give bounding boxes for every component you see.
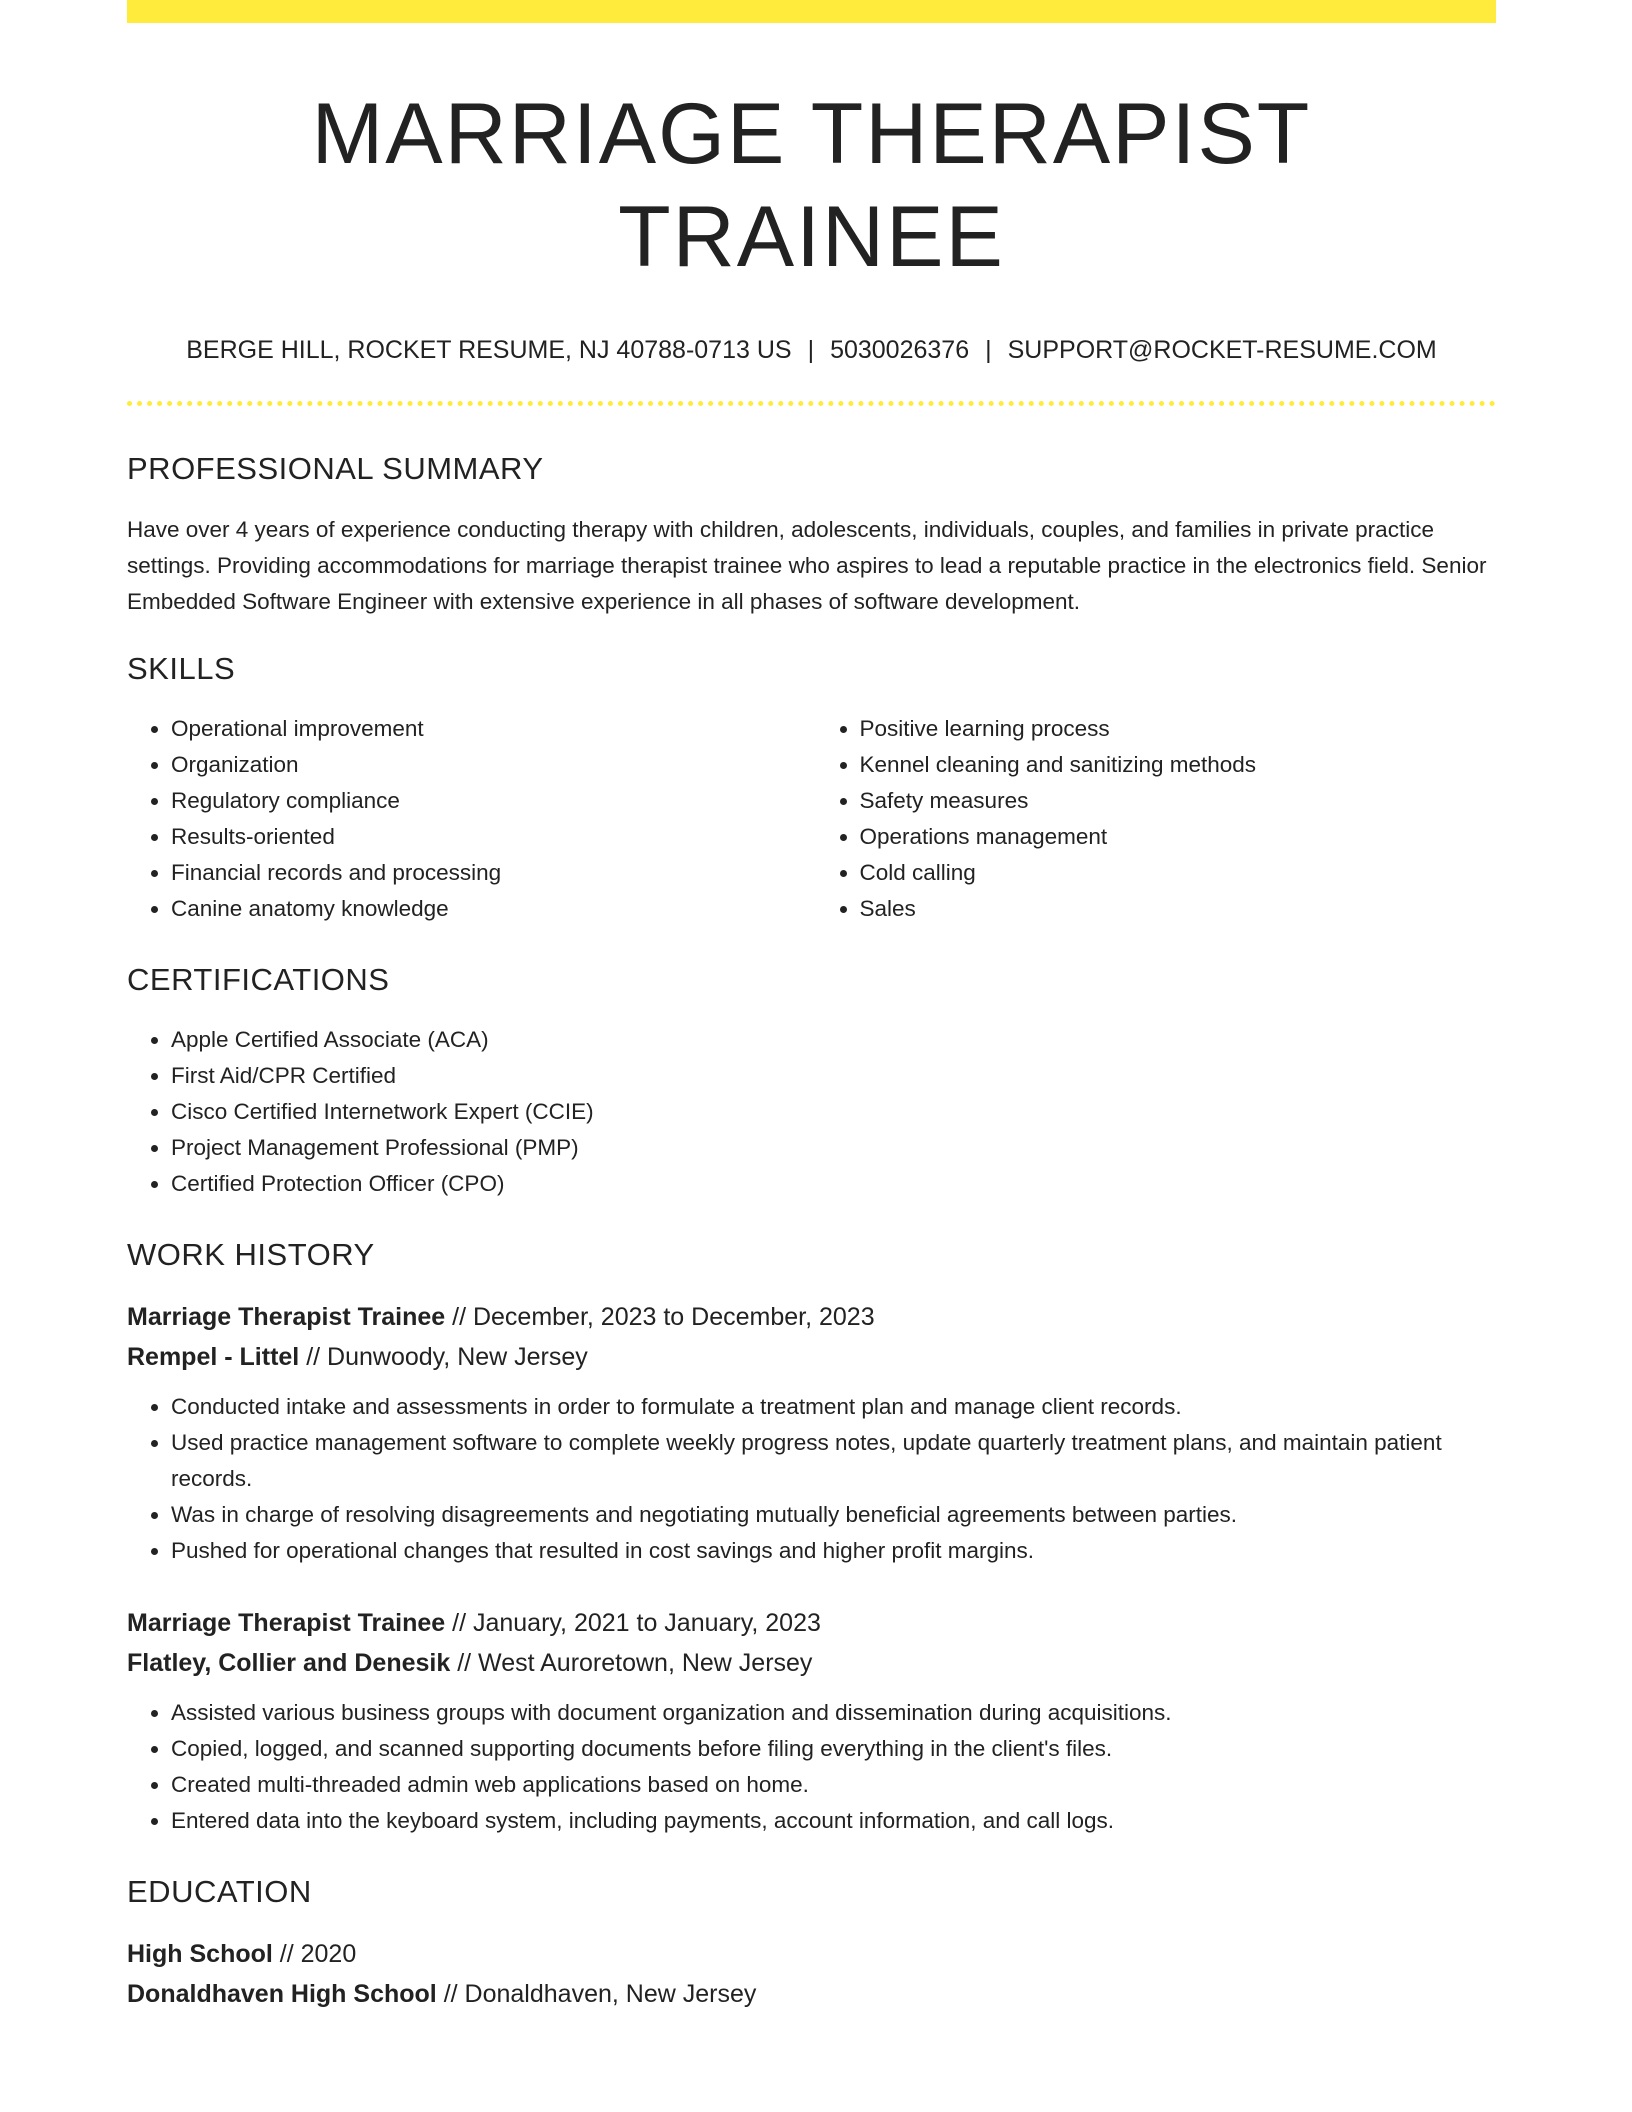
skill-item: • Organization	[171, 747, 812, 783]
job-duty-item: • Conducted intake and assessments in order to formulate a treatment plan and manage client records.	[171, 1389, 1496, 1425]
skills-list-left	[127, 711, 812, 927]
resume-page	[127, 0, 1496, 2014]
skill-item: • Regulatory compliance	[171, 783, 812, 819]
skills-columns	[127, 711, 1496, 927]
education-section	[127, 1873, 1496, 2014]
contact-separator: |	[985, 336, 992, 365]
contact-address: BERGE HILL, ROCKET RESUME, NJ 40788-0713 US	[186, 336, 792, 365]
job-location: // Dunwoody, New Jersey	[299, 1343, 588, 1372]
job-duties-list	[127, 1695, 1496, 1839]
job-company-line	[127, 1643, 1496, 1683]
job-company: Flatley, Collier and Denesik	[127, 1649, 451, 1678]
job-role-line	[127, 1297, 1496, 1337]
skill-item: • Canine anatomy knowledge	[171, 891, 812, 927]
work-history-section	[127, 1236, 1496, 1839]
education-year: // 2020	[272, 1940, 357, 1969]
accent-top-bar	[127, 0, 1496, 23]
certification-item: • Certified Protection Officer (CPO)	[171, 1166, 1496, 1202]
certification-item: • Cisco Certified Internetwork Expert (CCIE)	[171, 1094, 1496, 1130]
skill-item: • Safety measures	[860, 783, 1497, 819]
summary-text: Have over 4 years of experience conducting therapy with children, adolescents, individuals, couples, and families in private practice settings. Providing accommodations for marriage therapist trainee who aspires to lead a reputable practice in the electronics field. Senior Embedded Software Engineer with extensive experience in all phases of software development.	[127, 516, 1487, 614]
job-duty-item: • Created multi-threaded admin web applications based on home.	[171, 1767, 1496, 1803]
contact-phone[interactable]: 5030026376	[830, 336, 970, 365]
job-dates: // January, 2021 to January, 2023	[445, 1609, 821, 1638]
contact-line	[127, 335, 1496, 365]
job-duty-item: • Pushed for operational changes that resulted in cost savings and higher profit margins.	[171, 1533, 1496, 1569]
professional-summary-section	[127, 450, 1496, 619]
skills-section	[127, 650, 1496, 927]
contact-separator: |	[807, 336, 815, 365]
job-company: Rempel - Littel	[127, 1343, 300, 1372]
job-role: Marriage Therapist Trainee	[127, 1609, 446, 1638]
resume-title: MARRIAGE THERAPIST TRAINEE	[311, 86, 1312, 286]
education-school: Donaldhaven High School	[127, 1980, 437, 2009]
contact-email[interactable]: SUPPORT@ROCKET-RESUME.COM	[1007, 336, 1437, 365]
job-duties-list	[127, 1389, 1496, 1569]
job-role-line	[127, 1603, 1496, 1643]
section-title: SKILLS	[127, 650, 236, 686]
job-entry	[127, 1297, 1496, 1569]
skill-item: • Sales	[860, 891, 1497, 927]
certifications-section	[127, 961, 1496, 1202]
skill-item: • Operational improvement	[171, 711, 812, 747]
job-duty-item: • Entered data into the keyboard system, including payments, account information, and call logs.	[171, 1803, 1496, 1839]
skill-item: • Operations management	[860, 819, 1497, 855]
education-location: // Donaldhaven, New Jersey	[436, 1980, 757, 2009]
job-location: // West Auroretown, New Jersey	[450, 1649, 813, 1678]
skills-list-right	[812, 711, 1497, 927]
section-title: EDUCATION	[127, 1874, 312, 1910]
dotted-divider	[127, 401, 1496, 406]
job-duty-item: • Copied, logged, and scanned supporting documents before filing everything in the client's files.	[171, 1731, 1496, 1767]
job-duty-item: • Assisted various business groups with document organization and dissemination during acquisitions.	[171, 1695, 1496, 1731]
certifications-list	[127, 1022, 1496, 1202]
education-school-line	[127, 1974, 1496, 2014]
skill-item: • Financial records and processing	[171, 855, 812, 891]
certification-item: • Project Management Professional (PMP)	[171, 1130, 1496, 1166]
skill-item: • Results-oriented	[171, 819, 812, 855]
section-title: CERTIFICATIONS	[127, 961, 390, 997]
job-role: Marriage Therapist Trainee	[127, 1303, 446, 1332]
job-duty-item: • Was in charge of resolving disagreements and negotiating mutually beneficial agreements between parties.	[171, 1497, 1496, 1533]
skill-item: • Positive learning process	[860, 711, 1497, 747]
education-degree-line	[127, 1934, 1496, 1974]
section-title: PROFESSIONAL SUMMARY	[127, 451, 544, 487]
certification-item: • Apple Certified Associate (ACA)	[171, 1022, 1496, 1058]
skill-item: • Kennel cleaning and sanitizing methods	[860, 747, 1497, 783]
job-duty-item: • Used practice management software to complete weekly progress notes, update quarterly treatment plans, and maintain patient records.	[171, 1425, 1496, 1497]
education-degree: High School	[127, 1940, 273, 1969]
section-title: WORK HISTORY	[127, 1236, 375, 1272]
job-entry	[127, 1603, 1496, 1839]
job-company-line	[127, 1337, 1496, 1377]
skill-item: • Cold calling	[860, 855, 1497, 891]
certification-item: • First Aid/CPR Certified	[171, 1058, 1496, 1094]
job-dates: // December, 2023 to December, 2023	[445, 1303, 875, 1332]
